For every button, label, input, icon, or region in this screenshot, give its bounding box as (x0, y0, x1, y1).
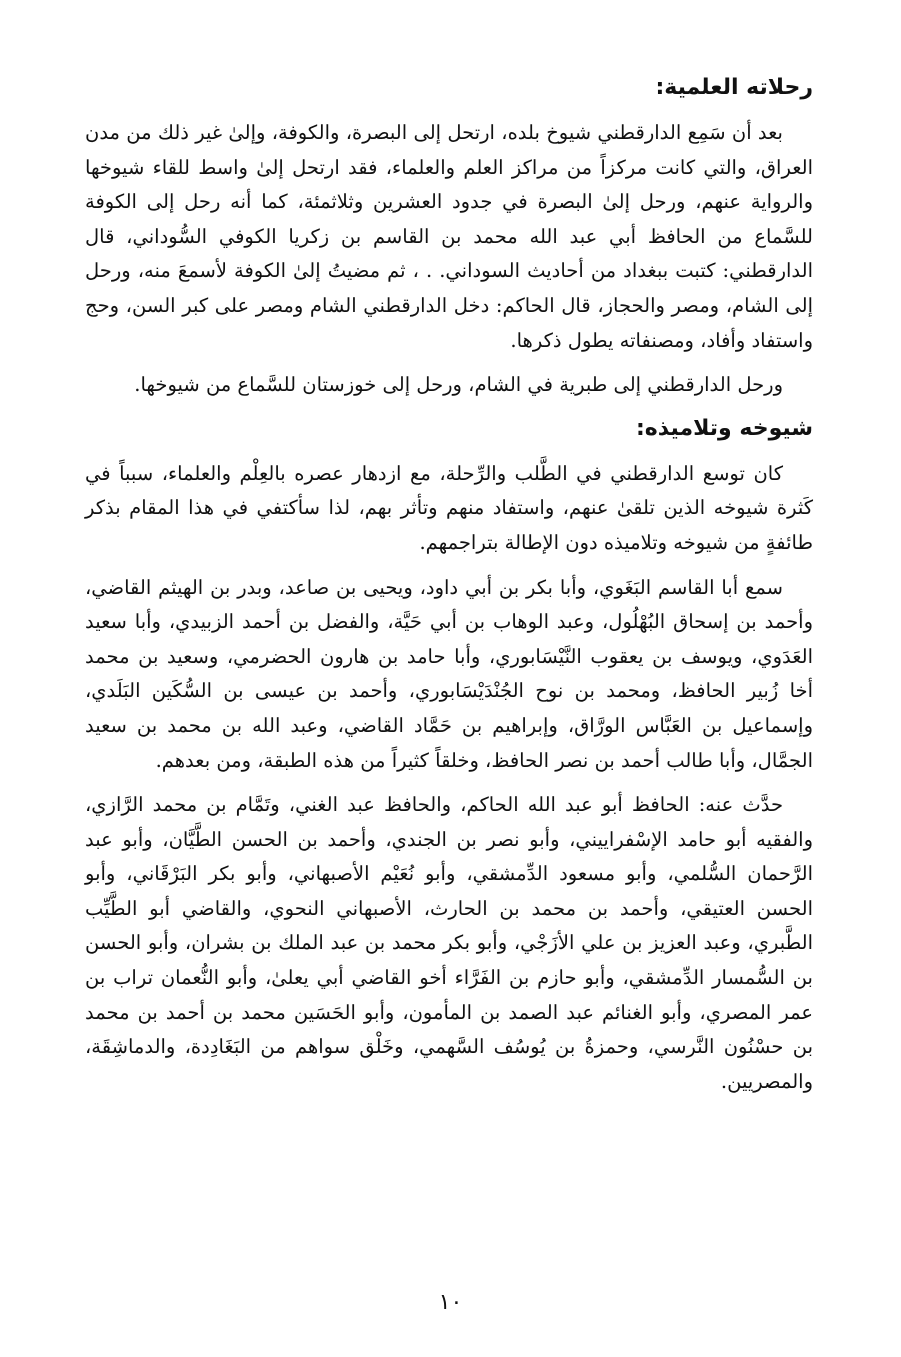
paragraph-students-list: حدَّث عنه: الحافظ أبو عبد الله الحاكم، والحافظ عبد الغني، وتَمَّام بن محمد الرَّازي، والفقيه أبو حامد الإسْفراييني، وأبو نصر بن الجندي، وأحمد بن الحسن الطَّيَّان، وأبو عبد الرَّحمان السُّلمي، وأبو مسعود الدِّمشقي، وأبو نُعَيْم الأصبهاني، وأبو بكر البَرْقَاني، وأبو الحسن العتيقي، وأحمد بن محمد بن الحارث، الأصبهاني النحوي، والقاضي أبو الطَّيِّب الطَّبري، وعبد العزيز بن علي الأزَجْي، وأبو بكر محمد بن عبد الملك بن بشران، وأبو الحسن بن السُّمسار الدِّمشقي، وأبو حازم بن الفَرَّاء أخو القاضي أبي يعلىٰ، وأبو النُّعمان تراب بن عمر المصري، وأبو الغنائم عبد الصمد بن المأمون، وأبو الحَسَين محمد بن أحمد بن محمد بن حسْنُون النَّرسي، وحمزةُ بن يُوسُف السَّهمي، وخَلْق سواهم من البَغَادِدة، والدماشِقَة، والمصريين. (85, 793, 813, 1093)
paragraph-teachers-list: سمع أبا القاسم البَغَوي، وأبا بكر بن أبي داود، ويحيى بن صاعد، وبدر بن الهيثم القاضي، وأحمد بن إسحاق البُهْلُول، وعبد الوهاب بن أبي حَيَّة، والفضل بن أحمد الزبيدي، وأبا سعيد العَدَوي، ويوسف بن يعقوب النَّيْسَابوري، وأبا حامد بن هارون الحضرمي، وسعيد بن محمد أخا زُبير الحافظ، ومحمد بن نوح الجُنْدَيْسَابوري، وأحمد بن عيسى بن السُّكَين البَلَدي، وإسماعيل بن العَبَّاس الورَّاق، وإبراهيم بن حَمَّاد القاضي، وعبد الله بن محمد بن سعيد الجمَّال، وأبا طالب أحمد بن نصر الحافظ، وخلقاً كثيراً من هذه الطبقة، ومن بعدهم. (85, 575, 813, 772)
page-number: ١٠ (438, 1290, 463, 1315)
section-heading-teachers-students: شيوخه وتلاميذه: (636, 415, 813, 441)
paragraph-travels-1: بعد أن سَمِع الدارقطني شيوخ بلده، ارتحل إلى البصرة، والكوفة، وإلىٰ غير ذلك من مدن العراق، والتي كانت مركزاً من مراكز العلم والعلماء، فقد ارتحل إلىٰ واسط للقاء شيوخها والرواية عنهم، ورحل إلىٰ البصرة في جدود العشرين وثلاثمئة، كما أنه رحل إلى الكوفة للسَّماع من الحافظ أبي عبد الله محمد بن القاسم بن زكريا الكوفي السُّوداني، قال الدارقطني: كتبت ببغداد من أحاديث السوداني. . ، ثم مضيتُ إلىٰ الكوفة لأسمعَ منه، ورحل إلى الشام، ومصر والحجاز، قال الحاكم: دخل الدارقطني الشام ومصر على كبر السن، وحج واستفاد وأفاد، ومصنفاته يطول ذكرها. (85, 121, 813, 352)
page-body (85, 70, 813, 1109)
paragraph-teachers-intro: كان توسع الدارقطني في الطَّلب والرِّحلة، مع ازدهار عصره بالعِلْم والعلماء، سبباً في كَثرة شيوخه الذين تلقىٰ عنهم، واستفاد منهم وتأثر بهم، لذا سأكتفي في هذا المقام بذكر طائفةٍ من شيوخه وتلاميذه دون الإطالة بتراجمهم. (85, 461, 813, 554)
paragraph-travels-2: ورحل الدارقطني إلى طبرية في الشام، ورحل إلى خوزستان للسَّماع من شيوخها. (134, 373, 783, 397)
section-heading-travels: رحلاته العلمية: (655, 75, 813, 100)
